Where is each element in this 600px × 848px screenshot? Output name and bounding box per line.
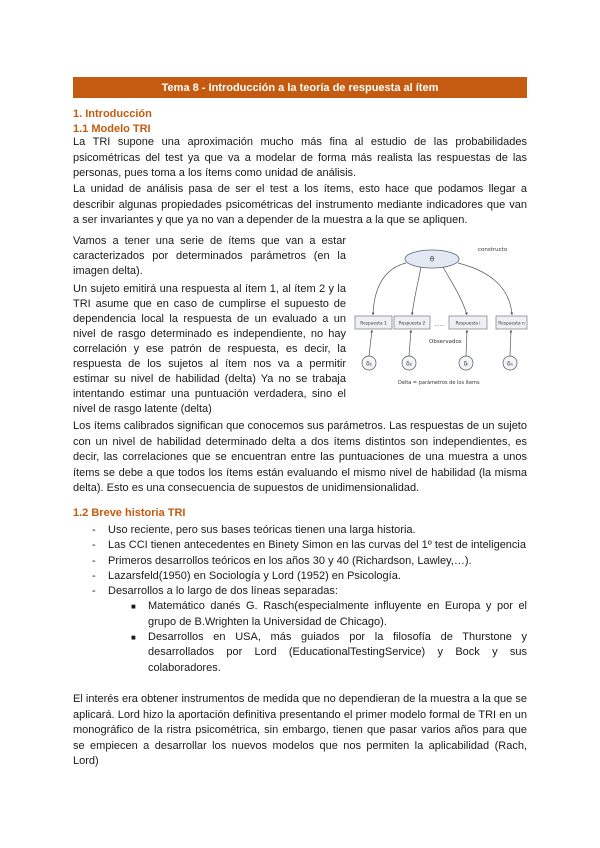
column-paragraph: Vamos a tener una serie de ítems que van a estar caracterizados por determinados parámetros (en la imagen delta). — [73, 235, 346, 277]
arrow-delta-n — [510, 330, 511, 356]
arrow-construct-to-response-1 — [373, 263, 406, 315]
latent-trait-label: θ — [429, 255, 435, 264]
delta-label-n: δₙ — [506, 360, 514, 368]
list-item — [73, 538, 527, 553]
delta-label-2: δ₂ — [405, 360, 413, 368]
arrow-delta-2 — [409, 330, 411, 356]
list-item — [73, 569, 527, 584]
sub-list-item — [108, 630, 527, 676]
document-title: Tema 8 - Introducción a la teoría de respuesta al ítem — [161, 81, 439, 94]
paragraph: La unidad de análisis pasa de ser el test a los ítems, esto hace que podamos llegar a describir algunas propiedades psicométricas del instrumento mediante indicadores que van a ser invariantes y que ya no van a depender de la muestra a la que se apliquen. — [73, 183, 527, 226]
sub-list-item-text: Desarrollos en USA, más guiados por la filosofía de Thurstone y desarrollados por Lord (EducationalTestingService) y Bock y sus colaboradores. — [148, 631, 527, 674]
bullet-marker: - — [92, 524, 96, 536]
section-heading-introduccion: 1. Introducción — [73, 108, 152, 120]
arrow-delta-i — [466, 330, 467, 356]
figure-caption: Delta = parámetros de los ítems — [398, 380, 480, 386]
paragraph: La TRI supone una aproximación mucho más fina al estudio de las probabilidades psicométricas del test ya que va a modelar de forma más realista las respuestas de las personas, pues toma a los ítems como unidad de análisis. — [73, 136, 527, 179]
bullet-marker: - — [92, 554, 96, 567]
irt-model-diagram — [350, 236, 528, 396]
list-item-text: Uso reciente, pero sus bases teóricas tienen una larga historia. — [108, 524, 416, 536]
history-bullet-list — [73, 523, 527, 676]
closing-paragraph: El interés era obtener instrumentos de medida que no dependieran de la muestra a la que se aplicará. Lord hizo la aportación definitiva presentando el primer modelo formal de TRI en un monográfico de la ristra psicométrica, sin embargo, tienen que pasar varios años para que se empiecen a desarrollar los nuevos modelos que nos permiten la aplicabilidad (Rach, Lord) — [73, 693, 527, 767]
arrow-construct-to-response-i — [443, 267, 467, 315]
list-item — [73, 554, 527, 569]
construct-label: constructo — [478, 247, 508, 253]
arrow-delta-1 — [369, 330, 372, 356]
response-label-2: Respuesta 2 — [398, 321, 426, 327]
list-item — [73, 584, 527, 676]
response-label-i: Respuesta i — [455, 321, 481, 327]
bullet-marker: - — [92, 585, 96, 598]
paragraph: Los ítems calibrados significan que conocemos sus parámetros. Las respuestas de un sujeto con un nivel de habilidad determinado delta a dos ítems distintos son independientes, es decir, las correlaciones que se encuentran entre las puntuaciones de una muestra a unos ítems se debe a que todos los ítems están evaluando el mismo nivel de habilidad (la misma delta). Esto es una consecuencia de supuestos de unidimensionalidad. — [73, 420, 527, 494]
title-bar — [73, 77, 527, 98]
list-item-text: Primeros desarrollos teóricos en los años 30 y 40 (Richardson, Lawley,…). — [108, 554, 472, 567]
subsection-heading-modelo-tri: 1.1 Modelo TRI — [73, 123, 151, 135]
delta-label-i: δᵢ — [463, 360, 469, 368]
arrow-construct-to-response-n — [458, 263, 512, 315]
list-item-text: Las CCI tienen antecedentes en Binety Simon en las curvas del 1º test de inteligencia — [108, 539, 526, 552]
observed-label: Observados — [429, 339, 462, 345]
response-label-n: Respuesta n — [498, 321, 525, 327]
sub-list-item-text: Matemático danés G. Rasch(especialmente influyente en Europa y por el grupo de B.Wrighten la Universidad de Chicago). — [148, 600, 527, 628]
sub-bullet-list — [108, 599, 527, 675]
bullet-marker: - — [92, 539, 96, 552]
subsection-heading-breve-historia: 1.2 Breve historia TRI — [73, 507, 186, 519]
column-paragraph: Un sujeto emitirá una respuesta al ítem 1, al ítem 2 y la TRI asume que en caso de cumplirse el supuesto de dependencia local la respuesta de un evaluado a un nivel de rasgo determinado es independiente, no hay correlación y ese patrón de respuesta, es decir, la respuesta de los sujetos al ítem nos va a permitir estimar su nivel de habilidad (delta) Ya no se trabaja intentando estimar una puntuación verdadera, sino el nivel de rasgo latente (delta) — [73, 283, 346, 415]
list-item — [73, 523, 527, 538]
list-item-text: Desarrollos a lo largo de dos líneas separadas: — [108, 585, 338, 598]
bullet-marker: - — [92, 569, 96, 582]
sub-list-item — [108, 599, 527, 630]
response-label-1: Respuesta 1 — [360, 321, 387, 327]
delta-label-1: δ₁ — [365, 360, 373, 368]
ellipsis-label: ...... — [434, 322, 445, 328]
square-bullet-marker: ■ — [131, 602, 136, 612]
square-bullet-marker: ■ — [131, 633, 136, 643]
arrow-construct-to-response-2 — [412, 267, 421, 315]
list-item-text: Lazarsfeld(1950) en Sociología y Lord (1952) en Psicología. — [108, 569, 401, 582]
